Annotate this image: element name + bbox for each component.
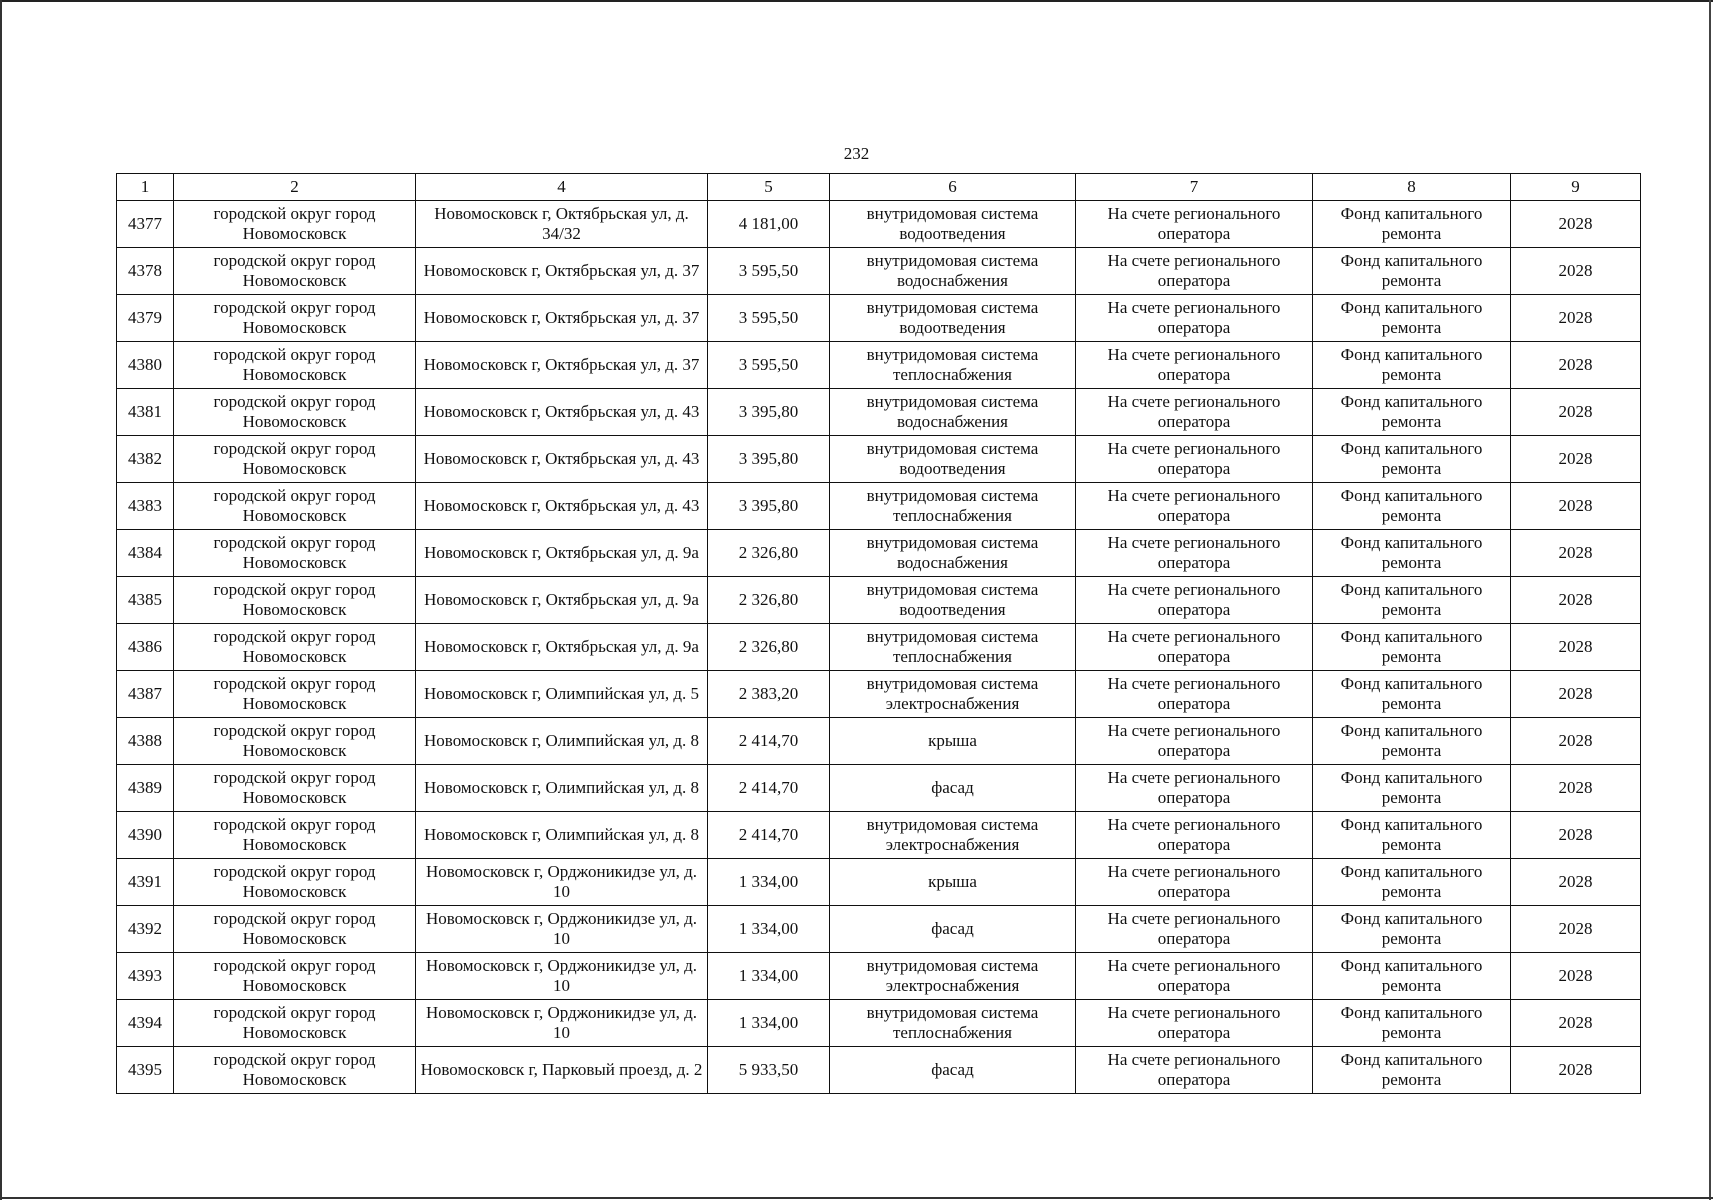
work-type-cell: крыша (830, 718, 1076, 765)
address-cell: Новомосковск г, Октябрьская ул, д. 43 (416, 436, 708, 483)
address-cell: Новомосковск г, Орджоникидзе ул, д. 10 (416, 906, 708, 953)
funding-source-cell: Фонд капитального ремонта (1313, 812, 1511, 859)
year-cell: 2028 (1511, 201, 1641, 248)
column-number: 8 (1313, 174, 1511, 201)
column-number: 9 (1511, 174, 1641, 201)
scan-border-right (1709, 0, 1711, 1200)
area-cell: 1 334,00 (708, 859, 830, 906)
fund-account-cell: На счете регионального оператора (1076, 953, 1313, 1000)
area-cell: 2 326,80 (708, 530, 830, 577)
year-cell: 2028 (1511, 859, 1641, 906)
row-number-cell: 4393 (117, 953, 174, 1000)
municipality-cell: городской округ город Новомосковск (174, 1000, 416, 1047)
row-number-cell: 4387 (117, 671, 174, 718)
year-cell: 2028 (1511, 906, 1641, 953)
row-number-cell: 4379 (117, 295, 174, 342)
work-type-cell: крыша (830, 859, 1076, 906)
fund-account-cell: На счете регионального оператора (1076, 624, 1313, 671)
municipality-cell: городской округ город Новомосковск (174, 342, 416, 389)
area-cell: 3 395,80 (708, 389, 830, 436)
area-cell: 2 326,80 (708, 624, 830, 671)
municipality-cell: городской округ город Новомосковск (174, 248, 416, 295)
year-cell: 2028 (1511, 765, 1641, 812)
area-cell: 4 181,00 (708, 201, 830, 248)
table-row (117, 530, 1641, 577)
area-cell: 3 395,80 (708, 436, 830, 483)
fund-account-cell: На счете регионального оператора (1076, 342, 1313, 389)
year-cell: 2028 (1511, 342, 1641, 389)
area-cell: 1 334,00 (708, 906, 830, 953)
address-cell: Новомосковск г, Олимпийская ул, д. 8 (416, 765, 708, 812)
year-cell: 2028 (1511, 812, 1641, 859)
address-cell: Новомосковск г, Октябрьская ул, д. 34/32 (416, 201, 708, 248)
address-cell: Новомосковск г, Октябрьская ул, д. 43 (416, 389, 708, 436)
row-number-cell: 4383 (117, 483, 174, 530)
row-number-cell: 4386 (117, 624, 174, 671)
area-cell: 2 326,80 (708, 577, 830, 624)
row-number-cell: 4384 (117, 530, 174, 577)
fund-account-cell: На счете регионального оператора (1076, 436, 1313, 483)
area-cell: 3 595,50 (708, 295, 830, 342)
year-cell: 2028 (1511, 295, 1641, 342)
year-cell: 2028 (1511, 483, 1641, 530)
row-number-cell: 4382 (117, 436, 174, 483)
year-cell: 2028 (1511, 577, 1641, 624)
area-cell: 2 414,70 (708, 765, 830, 812)
year-cell: 2028 (1511, 530, 1641, 577)
table-row (117, 577, 1641, 624)
year-cell: 2028 (1511, 1047, 1641, 1094)
table-row (117, 765, 1641, 812)
fund-account-cell: На счете регионального оператора (1076, 577, 1313, 624)
row-number-cell: 4390 (117, 812, 174, 859)
column-number: 1 (117, 174, 174, 201)
funding-source-cell: Фонд капитального ремонта (1313, 342, 1511, 389)
table-row (117, 1047, 1641, 1094)
area-cell: 3 595,50 (708, 248, 830, 295)
fund-account-cell: На счете регионального оператора (1076, 530, 1313, 577)
funding-source-cell: Фонд капитального ремонта (1313, 671, 1511, 718)
row-number-cell: 4385 (117, 577, 174, 624)
work-type-cell: внутридомовая система теплоснабжения (830, 1000, 1076, 1047)
funding-source-cell: Фонд капитального ремонта (1313, 1047, 1511, 1094)
area-cell: 5 933,50 (708, 1047, 830, 1094)
work-type-cell: внутридомовая система водоснабжения (830, 530, 1076, 577)
column-number: 6 (830, 174, 1076, 201)
work-type-cell: фасад (830, 906, 1076, 953)
table-row (117, 389, 1641, 436)
work-type-cell: внутридомовая система теплоснабжения (830, 483, 1076, 530)
funding-source-cell: Фонд капитального ремонта (1313, 295, 1511, 342)
table-row (117, 436, 1641, 483)
fund-account-cell: На счете регионального оператора (1076, 201, 1313, 248)
row-number-cell: 4392 (117, 906, 174, 953)
work-type-cell: внутридомовая система электроснабжения (830, 953, 1076, 1000)
municipality-cell: городской округ город Новомосковск (174, 483, 416, 530)
municipality-cell: городской округ город Новомосковск (174, 859, 416, 906)
funding-source-cell: Фонд капитального ремонта (1313, 201, 1511, 248)
municipality-cell: городской округ город Новомосковск (174, 624, 416, 671)
scan-border-top (0, 0, 1713, 2)
table-row (117, 953, 1641, 1000)
fund-account-cell: На счете регионального оператора (1076, 248, 1313, 295)
fund-account-cell: На счете регионального оператора (1076, 906, 1313, 953)
funding-source-cell: Фонд капитального ремонта (1313, 530, 1511, 577)
funding-source-cell: Фонд капитального ремонта (1313, 718, 1511, 765)
address-cell: Новомосковск г, Октябрьская ул, д. 37 (416, 248, 708, 295)
work-type-cell: внутридомовая система водоотведения (830, 577, 1076, 624)
table-row (117, 812, 1641, 859)
table-row (117, 859, 1641, 906)
address-cell: Новомосковск г, Олимпийская ул, д. 8 (416, 812, 708, 859)
work-type-cell: фасад (830, 1047, 1076, 1094)
table-row (117, 671, 1641, 718)
municipality-cell: городской округ город Новомосковск (174, 295, 416, 342)
work-type-cell: внутридомовая система электроснабжения (830, 671, 1076, 718)
fund-account-cell: На счете регионального оператора (1076, 765, 1313, 812)
address-cell: Новомосковск г, Олимпийская ул, д. 8 (416, 718, 708, 765)
row-number-cell: 4380 (117, 342, 174, 389)
table-row (117, 248, 1641, 295)
municipality-cell: городской округ город Новомосковск (174, 812, 416, 859)
municipality-cell: городской округ город Новомосковск (174, 906, 416, 953)
funding-source-cell: Фонд капитального ремонта (1313, 577, 1511, 624)
year-cell: 2028 (1511, 389, 1641, 436)
municipality-cell: городской округ город Новомосковск (174, 389, 416, 436)
address-cell: Новомосковск г, Октябрьская ул, д. 9а (416, 624, 708, 671)
year-cell: 2028 (1511, 624, 1641, 671)
column-number: 4 (416, 174, 708, 201)
municipality-cell: городской округ город Новомосковск (174, 953, 416, 1000)
address-cell: Новомосковск г, Октябрьская ул, д. 37 (416, 295, 708, 342)
fund-account-cell: На счете регионального оператора (1076, 389, 1313, 436)
row-number-cell: 4378 (117, 248, 174, 295)
table-row (117, 1000, 1641, 1047)
municipality-cell: городской округ город Новомосковск (174, 436, 416, 483)
address-cell: Новомосковск г, Октябрьская ул, д. 9а (416, 577, 708, 624)
column-number-row (117, 174, 1641, 201)
municipality-cell: городской округ город Новомосковск (174, 671, 416, 718)
address-cell: Новомосковск г, Октябрьская ул, д. 9а (416, 530, 708, 577)
municipality-cell: городской округ город Новомосковск (174, 577, 416, 624)
area-cell: 2 383,20 (708, 671, 830, 718)
funding-source-cell: Фонд капитального ремонта (1313, 624, 1511, 671)
funding-source-cell: Фонд капитального ремонта (1313, 859, 1511, 906)
fund-account-cell: На счете регионального оператора (1076, 295, 1313, 342)
municipality-cell: городской округ город Новомосковск (174, 765, 416, 812)
fund-account-cell: На счете регионального оператора (1076, 671, 1313, 718)
area-cell: 3 595,50 (708, 342, 830, 389)
municipality-cell: городской округ город Новомосковск (174, 718, 416, 765)
fund-account-cell: На счете регионального оператора (1076, 1047, 1313, 1094)
column-number: 5 (708, 174, 830, 201)
address-cell: Новомосковск г, Октябрьская ул, д. 37 (416, 342, 708, 389)
column-number: 7 (1076, 174, 1313, 201)
fund-account-cell: На счете регионального оператора (1076, 718, 1313, 765)
row-number-cell: 4377 (117, 201, 174, 248)
table-row (117, 718, 1641, 765)
area-cell: 1 334,00 (708, 953, 830, 1000)
address-cell: Новомосковск г, Орджоникидзе ул, д. 10 (416, 953, 708, 1000)
row-number-cell: 4394 (117, 1000, 174, 1047)
fund-account-cell: На счете регионального оператора (1076, 483, 1313, 530)
row-number-cell: 4391 (117, 859, 174, 906)
funding-source-cell: Фонд капитального ремонта (1313, 483, 1511, 530)
funding-source-cell: Фонд капитального ремонта (1313, 906, 1511, 953)
table-row (117, 483, 1641, 530)
table-row (117, 201, 1641, 248)
address-cell: Новомосковск г, Октябрьская ул, д. 43 (416, 483, 708, 530)
area-cell: 1 334,00 (708, 1000, 830, 1047)
address-cell: Новомосковск г, Орджоникидзе ул, д. 10 (416, 859, 708, 906)
municipality-cell: городской округ город Новомосковск (174, 1047, 416, 1094)
municipality-cell: городской округ город Новомосковск (174, 201, 416, 248)
funding-source-cell: Фонд капитального ремонта (1313, 389, 1511, 436)
row-number-cell: 4395 (117, 1047, 174, 1094)
fund-account-cell: На счете регионального оператора (1076, 859, 1313, 906)
funding-source-cell: Фонд капитального ремонта (1313, 765, 1511, 812)
table-row (117, 342, 1641, 389)
funding-source-cell: Фонд капитального ремонта (1313, 1000, 1511, 1047)
work-type-cell: внутридомовая система водоотведения (830, 295, 1076, 342)
table-row (117, 624, 1641, 671)
work-type-cell: внутридомовая система теплоснабжения (830, 342, 1076, 389)
row-number-cell: 4388 (117, 718, 174, 765)
year-cell: 2028 (1511, 248, 1641, 295)
scan-border-left (0, 0, 2, 1200)
funding-source-cell: Фонд капитального ремонта (1313, 436, 1511, 483)
row-number-cell: 4381 (117, 389, 174, 436)
register-table (116, 173, 1641, 1094)
year-cell: 2028 (1511, 953, 1641, 1000)
funding-source-cell: Фонд капитального ремонта (1313, 248, 1511, 295)
year-cell: 2028 (1511, 436, 1641, 483)
area-cell: 2 414,70 (708, 812, 830, 859)
area-cell: 2 414,70 (708, 718, 830, 765)
year-cell: 2028 (1511, 1000, 1641, 1047)
funding-source-cell: Фонд капитального ремонта (1313, 953, 1511, 1000)
work-type-cell: внутридомовая система теплоснабжения (830, 624, 1076, 671)
address-cell: Новомосковск г, Орджоникидзе ул, д. 10 (416, 1000, 708, 1047)
work-type-cell: внутридомовая система водоотведения (830, 201, 1076, 248)
year-cell: 2028 (1511, 671, 1641, 718)
page-number: 232 (843, 144, 870, 163)
address-cell: Новомосковск г, Олимпийская ул, д. 5 (416, 671, 708, 718)
address-cell: Новомосковск г, Парковый проезд, д. 2 (416, 1047, 708, 1094)
work-type-cell: внутридомовая система водоснабжения (830, 389, 1076, 436)
fund-account-cell: На счете регионального оператора (1076, 1000, 1313, 1047)
work-type-cell: внутридомовая система водоснабжения (830, 248, 1076, 295)
register-body (117, 201, 1641, 1094)
year-cell: 2028 (1511, 718, 1641, 765)
row-number-cell: 4389 (117, 765, 174, 812)
work-type-cell: внутридомовая система электроснабжения (830, 812, 1076, 859)
column-number: 2 (174, 174, 416, 201)
table-row (117, 906, 1641, 953)
work-type-cell: фасад (830, 765, 1076, 812)
scan-border-bottom (0, 1197, 1713, 1199)
fund-account-cell: На счете регионального оператора (1076, 812, 1313, 859)
municipality-cell: городской округ город Новомосковск (174, 530, 416, 577)
area-cell: 3 395,80 (708, 483, 830, 530)
table-row (117, 295, 1641, 342)
work-type-cell: внутридомовая система водоотведения (830, 436, 1076, 483)
